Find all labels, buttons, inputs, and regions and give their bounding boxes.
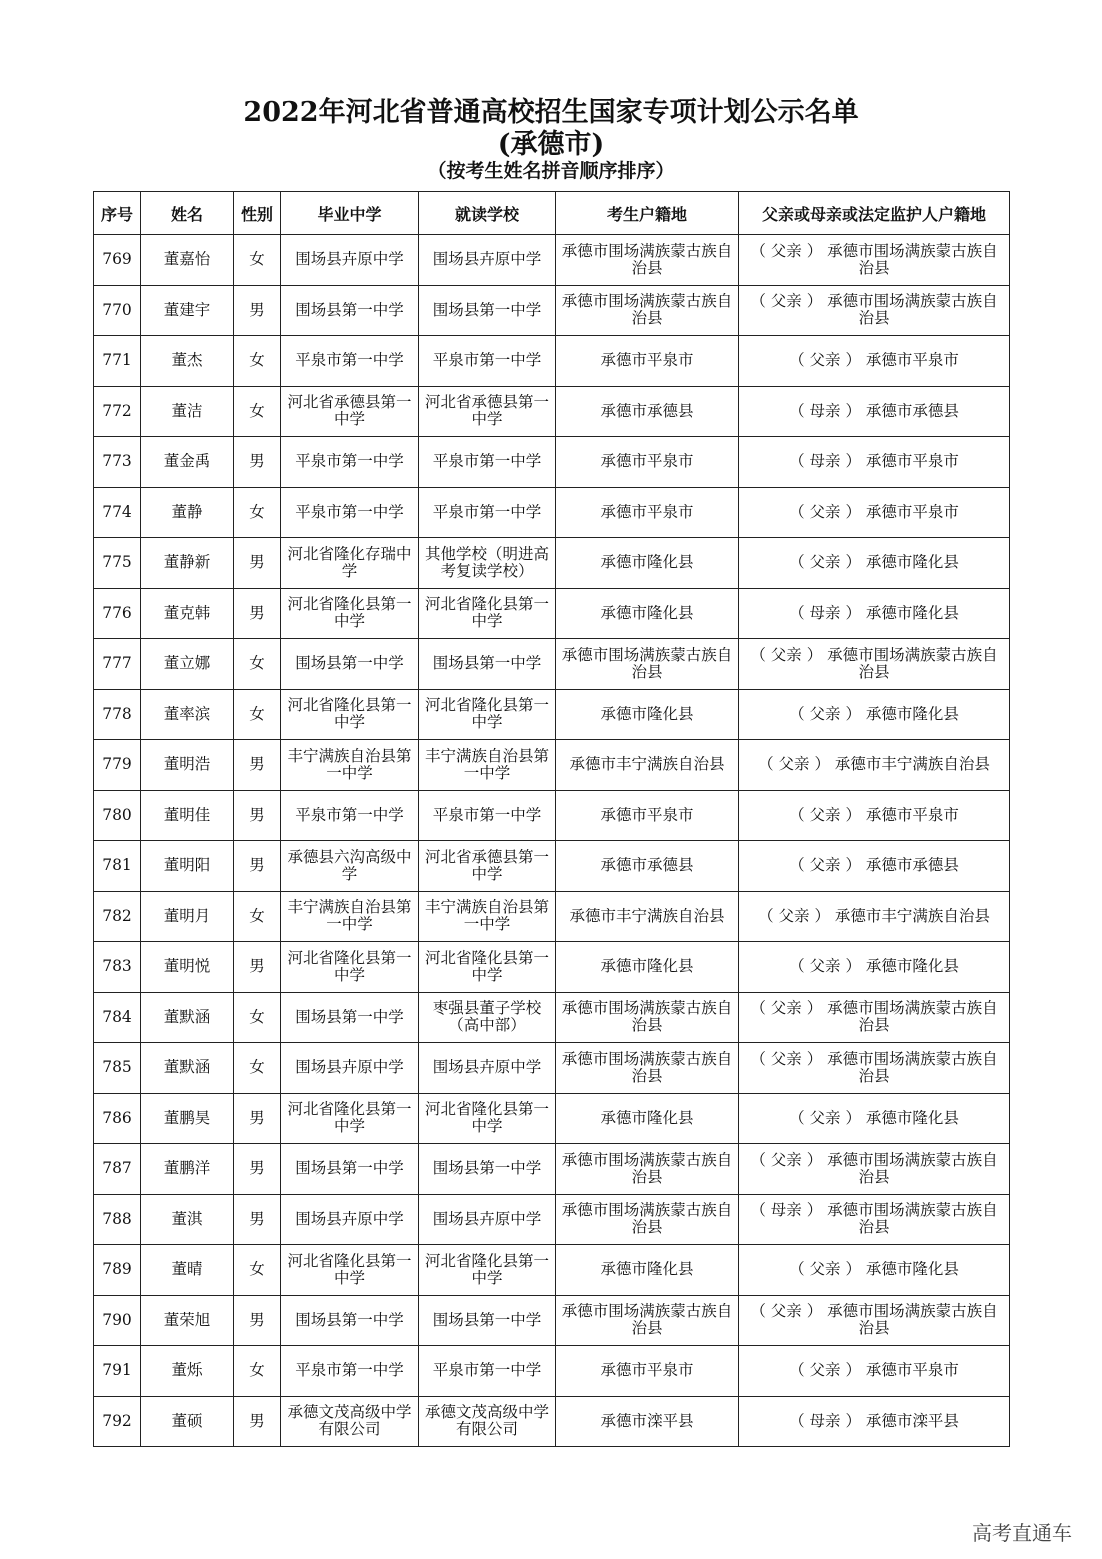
cell-gender: 女	[234, 487, 281, 538]
cell-current-school: 围场县第一中学	[419, 285, 556, 336]
cell-index: 792	[94, 1396, 141, 1447]
cell-index: 778	[94, 689, 141, 740]
cell-guardian-domicile: （ 母亲 ） 承德市围场满族蒙古族自治县	[739, 1194, 1010, 1245]
cell-current-school: 平泉市第一中学	[419, 790, 556, 841]
cell-gender: 男	[234, 790, 281, 841]
cell-index: 790	[94, 1295, 141, 1346]
cell-domicile: 承德市平泉市	[556, 336, 739, 387]
col-header-name: 姓名	[141, 192, 234, 235]
cell-graduate-school: 河北省承德县第一中学	[281, 386, 419, 437]
cell-guardian-domicile: （ 父亲 ） 承德市围场满族蒙古族自治县	[739, 992, 1010, 1043]
col-header-index: 序号	[94, 192, 141, 235]
table-row	[94, 437, 1010, 488]
cell-name: 董率滨	[141, 689, 234, 740]
table-row	[94, 1043, 1010, 1094]
cell-index: 781	[94, 841, 141, 892]
col-header-gender: 性别	[234, 192, 281, 235]
cell-graduate-school: 河北省隆化县第一中学	[281, 1093, 419, 1144]
cell-name: 董硕	[141, 1396, 234, 1447]
cell-guardian-domicile: （ 父亲 ） 承德市平泉市	[739, 1346, 1010, 1397]
cell-index: 769	[94, 235, 141, 286]
cell-name: 董烁	[141, 1346, 234, 1397]
cell-current-school: 枣强县董子学校（高中部）	[419, 992, 556, 1043]
cell-guardian-domicile: （ 父亲 ） 承德市平泉市	[739, 487, 1010, 538]
cell-current-school: 河北省隆化县第一中学	[419, 1245, 556, 1296]
cell-index: 786	[94, 1093, 141, 1144]
cell-name: 董静新	[141, 538, 234, 589]
cell-current-school: 围场县第一中学	[419, 639, 556, 690]
table-row	[94, 1295, 1010, 1346]
cell-current-school: 丰宁满族自治县第一中学	[419, 891, 556, 942]
cell-index: 776	[94, 588, 141, 639]
cell-guardian-domicile: （ 父亲 ） 承德市隆化县	[739, 942, 1010, 993]
cell-graduate-school: 平泉市第一中学	[281, 487, 419, 538]
table-row	[94, 639, 1010, 690]
cell-current-school: 平泉市第一中学	[419, 1346, 556, 1397]
cell-name: 董鹏洋	[141, 1144, 234, 1195]
cell-name: 董默涵	[141, 1043, 234, 1094]
cell-domicile: 承德市围场满族蒙古族自治县	[556, 285, 739, 336]
cell-name: 董建宇	[141, 285, 234, 336]
cell-domicile: 承德市围场满族蒙古族自治县	[556, 235, 739, 286]
cell-name: 董金禹	[141, 437, 234, 488]
table-row	[94, 538, 1010, 589]
table-row	[94, 1093, 1010, 1144]
table-row	[94, 235, 1010, 286]
cell-domicile: 承德市丰宁满族自治县	[556, 740, 739, 791]
table-row	[94, 1396, 1010, 1447]
cell-domicile: 承德市丰宁满族自治县	[556, 891, 739, 942]
cell-graduate-school: 平泉市第一中学	[281, 336, 419, 387]
cell-current-school: 河北省承德县第一中学	[419, 841, 556, 892]
roster-table	[93, 191, 1010, 1447]
cell-name: 董明佳	[141, 790, 234, 841]
cell-current-school: 平泉市第一中学	[419, 437, 556, 488]
cell-graduate-school: 围场县第一中学	[281, 1295, 419, 1346]
cell-guardian-domicile: （ 母亲 ） 承德市平泉市	[739, 437, 1010, 488]
cell-gender: 女	[234, 336, 281, 387]
col-header-guardian-domicile: 父亲或母亲或法定监护人户籍地	[739, 192, 1010, 235]
col-header-domicile: 考生户籍地	[556, 192, 739, 235]
cell-current-school: 河北省承德县第一中学	[419, 386, 556, 437]
cell-gender: 女	[234, 689, 281, 740]
cell-graduate-school: 围场县第一中学	[281, 285, 419, 336]
document-subtitle: (承德市)	[497, 129, 605, 160]
cell-name: 董明阳	[141, 841, 234, 892]
col-header-current-school: 就读学校	[419, 192, 556, 235]
cell-index: 789	[94, 1245, 141, 1296]
cell-gender: 女	[234, 639, 281, 690]
table-row	[94, 891, 1010, 942]
cell-domicile: 承德市平泉市	[556, 1346, 739, 1397]
cell-name: 董克韩	[141, 588, 234, 639]
cell-index: 780	[94, 790, 141, 841]
table-row	[94, 1194, 1010, 1245]
cell-gender: 女	[234, 891, 281, 942]
cell-gender: 男	[234, 1194, 281, 1245]
cell-current-school: 其他学校（明进高考复读学校）	[419, 538, 556, 589]
table-row	[94, 841, 1010, 892]
cell-name: 董默涵	[141, 992, 234, 1043]
cell-current-school: 围场县卉原中学	[419, 1043, 556, 1094]
cell-gender: 女	[234, 1043, 281, 1094]
table-row	[94, 1245, 1010, 1296]
cell-gender: 女	[234, 992, 281, 1043]
cell-guardian-domicile: （ 父亲 ） 承德市丰宁满族自治县	[739, 740, 1010, 791]
table-row	[94, 689, 1010, 740]
cell-name: 董荣旭	[141, 1295, 234, 1346]
cell-graduate-school: 河北省隆化县第一中学	[281, 588, 419, 639]
table-body	[94, 235, 1010, 1447]
cell-current-school: 河北省隆化县第一中学	[419, 942, 556, 993]
cell-gender: 男	[234, 1144, 281, 1195]
sort-note: （按考生姓名拼音顺序排序）	[427, 160, 675, 182]
cell-domicile: 承德市围场满族蒙古族自治县	[556, 1194, 739, 1245]
cell-domicile: 承德市平泉市	[556, 487, 739, 538]
table-row	[94, 487, 1010, 538]
cell-graduate-school: 河北省隆化存瑞中学	[281, 538, 419, 589]
cell-domicile: 承德市围场满族蒙古族自治县	[556, 639, 739, 690]
cell-index: 772	[94, 386, 141, 437]
cell-graduate-school: 平泉市第一中学	[281, 437, 419, 488]
cell-index: 779	[94, 740, 141, 791]
cell-index: 782	[94, 891, 141, 942]
cell-domicile: 承德市隆化县	[556, 588, 739, 639]
watermark-text: 高考直通车	[972, 1521, 1072, 1545]
cell-current-school: 围场县卉原中学	[419, 235, 556, 286]
cell-graduate-school: 丰宁满族自治县第一中学	[281, 740, 419, 791]
cell-guardian-domicile: （ 母亲 ） 承德市滦平县	[739, 1396, 1010, 1447]
cell-guardian-domicile: （ 母亲 ） 承德市承德县	[739, 386, 1010, 437]
cell-graduate-school: 河北省隆化县第一中学	[281, 689, 419, 740]
cell-current-school: 河北省隆化县第一中学	[419, 588, 556, 639]
cell-name: 董杰	[141, 336, 234, 387]
cell-domicile: 承德市隆化县	[556, 689, 739, 740]
cell-name: 董静	[141, 487, 234, 538]
table-row	[94, 1346, 1010, 1397]
cell-index: 784	[94, 992, 141, 1043]
cell-name: 董立娜	[141, 639, 234, 690]
cell-graduate-school: 河北省隆化县第一中学	[281, 1245, 419, 1296]
cell-gender: 男	[234, 538, 281, 589]
cell-domicile: 承德市承德县	[556, 841, 739, 892]
cell-guardian-domicile: （ 父亲 ） 承德市围场满族蒙古族自治县	[739, 235, 1010, 286]
cell-domicile: 承德市围场满族蒙古族自治县	[556, 992, 739, 1043]
cell-name: 董洁	[141, 386, 234, 437]
cell-gender: 女	[234, 1245, 281, 1296]
cell-domicile: 承德市围场满族蒙古族自治县	[556, 1295, 739, 1346]
cell-graduate-school: 丰宁满族自治县第一中学	[281, 891, 419, 942]
cell-gender: 女	[234, 235, 281, 286]
table-row	[94, 336, 1010, 387]
cell-current-school: 围场县第一中学	[419, 1295, 556, 1346]
cell-gender: 男	[234, 1093, 281, 1144]
cell-graduate-school: 河北省隆化县第一中学	[281, 942, 419, 993]
col-header-graduate-school: 毕业中学	[281, 192, 419, 235]
table-header-row	[94, 192, 1010, 235]
cell-gender: 男	[234, 1295, 281, 1346]
cell-current-school: 平泉市第一中学	[419, 487, 556, 538]
cell-name: 董晴	[141, 1245, 234, 1296]
cell-gender: 女	[234, 386, 281, 437]
table-row	[94, 992, 1010, 1043]
cell-current-school: 围场县卉原中学	[419, 1194, 556, 1245]
cell-graduate-school: 平泉市第一中学	[281, 790, 419, 841]
cell-guardian-domicile: （ 母亲 ） 承德市隆化县	[739, 588, 1010, 639]
cell-graduate-school: 围场县卉原中学	[281, 1043, 419, 1094]
cell-guardian-domicile: （ 父亲 ） 承德市围场满族蒙古族自治县	[739, 639, 1010, 690]
cell-guardian-domicile: （ 父亲 ） 承德市围场满族蒙古族自治县	[739, 1144, 1010, 1195]
cell-guardian-domicile: （ 父亲 ） 承德市隆化县	[739, 1093, 1010, 1144]
table-row	[94, 285, 1010, 336]
cell-gender: 男	[234, 285, 281, 336]
cell-guardian-domicile: （ 父亲 ） 承德市丰宁满族自治县	[739, 891, 1010, 942]
cell-guardian-domicile: （ 父亲 ） 承德市平泉市	[739, 336, 1010, 387]
cell-graduate-school: 围场县第一中学	[281, 1144, 419, 1195]
cell-gender: 男	[234, 588, 281, 639]
cell-name: 董明月	[141, 891, 234, 942]
cell-guardian-domicile: （ 父亲 ） 承德市平泉市	[739, 790, 1010, 841]
document-title: 2022年河北省普通高校招生国家专项计划公示名单	[243, 97, 859, 128]
cell-gender: 女	[234, 1346, 281, 1397]
cell-graduate-school: 围场县卉原中学	[281, 235, 419, 286]
cell-guardian-domicile: （ 父亲 ） 承德市围场满族蒙古族自治县	[739, 1295, 1010, 1346]
cell-index: 771	[94, 336, 141, 387]
cell-name: 董淇	[141, 1194, 234, 1245]
cell-name: 董明浩	[141, 740, 234, 791]
cell-domicile: 承德市平泉市	[556, 437, 739, 488]
cell-guardian-domicile: （ 父亲 ） 承德市承德县	[739, 841, 1010, 892]
cell-guardian-domicile: （ 父亲 ） 承德市隆化县	[739, 689, 1010, 740]
cell-graduate-school: 围场县第一中学	[281, 992, 419, 1043]
cell-index: 770	[94, 285, 141, 336]
cell-current-school: 围场县第一中学	[419, 1144, 556, 1195]
cell-index: 783	[94, 942, 141, 993]
cell-index: 791	[94, 1346, 141, 1397]
cell-domicile: 承德市围场满族蒙古族自治县	[556, 1043, 739, 1094]
cell-guardian-domicile: （ 父亲 ） 承德市隆化县	[739, 538, 1010, 589]
cell-name: 董嘉怡	[141, 235, 234, 286]
cell-gender: 男	[234, 942, 281, 993]
cell-graduate-school: 围场县第一中学	[281, 639, 419, 690]
cell-gender: 男	[234, 1396, 281, 1447]
cell-domicile: 承德市围场满族蒙古族自治县	[556, 1144, 739, 1195]
cell-domicile: 承德市滦平县	[556, 1396, 739, 1447]
cell-index: 773	[94, 437, 141, 488]
table-row	[94, 790, 1010, 841]
cell-current-school: 平泉市第一中学	[419, 336, 556, 387]
cell-current-school: 河北省隆化县第一中学	[419, 1093, 556, 1144]
cell-guardian-domicile: （ 父亲 ） 承德市围场满族蒙古族自治县	[739, 285, 1010, 336]
cell-graduate-school: 承德文茂高级中学有限公司	[281, 1396, 419, 1447]
cell-domicile: 承德市隆化县	[556, 1093, 739, 1144]
cell-index: 774	[94, 487, 141, 538]
cell-graduate-school: 承德县六沟高级中学	[281, 841, 419, 892]
cell-name: 董明悦	[141, 942, 234, 993]
cell-domicile: 承德市承德县	[556, 386, 739, 437]
table-row	[94, 740, 1010, 791]
cell-domicile: 承德市隆化县	[556, 942, 739, 993]
cell-index: 788	[94, 1194, 141, 1245]
cell-current-school: 河北省隆化县第一中学	[419, 689, 556, 740]
cell-domicile: 承德市隆化县	[556, 538, 739, 589]
cell-current-school: 承德文茂高级中学有限公司	[419, 1396, 556, 1447]
cell-graduate-school: 平泉市第一中学	[281, 1346, 419, 1397]
cell-index: 785	[94, 1043, 141, 1094]
cell-index: 775	[94, 538, 141, 589]
cell-index: 777	[94, 639, 141, 690]
cell-gender: 男	[234, 437, 281, 488]
cell-guardian-domicile: （ 父亲 ） 承德市隆化县	[739, 1245, 1010, 1296]
table-row	[94, 1144, 1010, 1195]
cell-guardian-domicile: （ 父亲 ） 承德市围场满族蒙古族自治县	[739, 1043, 1010, 1094]
cell-name: 董鹏昊	[141, 1093, 234, 1144]
cell-gender: 男	[234, 740, 281, 791]
cell-graduate-school: 围场县卉原中学	[281, 1194, 419, 1245]
cell-gender: 男	[234, 841, 281, 892]
table-row	[94, 588, 1010, 639]
cell-index: 787	[94, 1144, 141, 1195]
cell-domicile: 承德市平泉市	[556, 790, 739, 841]
cell-current-school: 丰宁满族自治县第一中学	[419, 740, 556, 791]
table-row	[94, 386, 1010, 437]
table-row	[94, 942, 1010, 993]
cell-domicile: 承德市隆化县	[556, 1245, 739, 1296]
